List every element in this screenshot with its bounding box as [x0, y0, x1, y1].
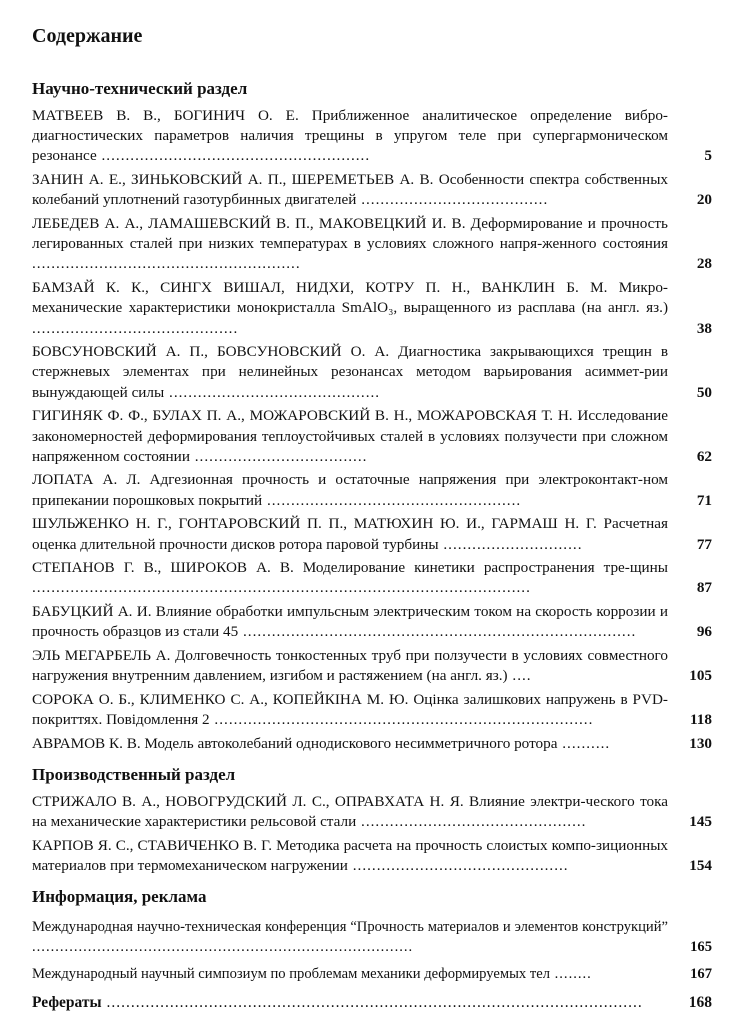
section-info — [32, 886, 712, 985]
section-scientific — [32, 78, 712, 754]
entry-page-number: 77 — [696, 535, 712, 553]
entry-page-number: 118 — [690, 711, 712, 729]
entry-page-number: 105 — [689, 667, 712, 685]
entry-text: СТРИЖАЛО В. А., НОВОГРУДСКИЙ Л. С., ОПРАВХАТА Н. Я. Влияние электри-ческого тока на механические характеристики рельсовой стали — [32, 793, 668, 831]
entry-page-number: 71 — [696, 491, 712, 509]
entry-text: БОВСУНОВСКИЙ А. П., БОВСУНОВСКИЙ О. А. Диагностика закрывающихся трещин в стержневых элементах при нелинейных резонансах методом варьирования асиммет-рии вынуждающей силы — [32, 343, 668, 401]
entry-text: Рефераты — [32, 993, 102, 1011]
entry-list — [32, 106, 712, 754]
entry-text: БАБУЦКИЙ А. И. Влияние обработки импульсным электрическим током на скорость коррозии и прочность образцов из стали 45 — [32, 603, 668, 641]
page-title: Содержание — [32, 25, 143, 47]
toc-entry[interactable]: ЭЛЬ МЕГАРБЕЛЬ А. Долговечность тонкостенных труб при ползучести в условиях совместного нагружения внутренним давлением, изгибом и растяжением (на англ. яз.) .... 105 — [32, 646, 712, 686]
toc-entry[interactable]: МАТВЕЕВ В. В., БОГИНИЧ О. Е. Приближенное аналитическое определение вибро-диагностических параметров наличия трещины в упругом теле при супергармоническом резонансе ........................................................ 5 — [32, 106, 712, 167]
toc-entry[interactable]: ЗАНИН А. Е., ЗИНЬКОВСКИЙ А. П., ШЕРЕМЕТЬЕВ А. В. Особенности спектра собственных колебаний уплотнений газотурбинных двигателей ....................................... 20 — [32, 170, 712, 210]
entry-page-number: 96 — [696, 623, 712, 641]
entry-text: ЗАНИН А. Е., ЗИНЬКОВСКИЙ А. П., ШЕРЕМЕТЬЕВ А. В. Особенности спектра собственных колебаний уплотнений газотурбинных двигателей — [32, 171, 668, 209]
entry-text: ШУЛЬЖЕНКО Н. Г., ГОНТАРОВСКИЙ П. П., МАТЮХИН Ю. И., ГАРМАШ Н. Г. Расчетная оценка длительной прочности дисков ротора паровой турбины — [32, 515, 668, 553]
toc-entry[interactable]: ШУЛЬЖЕНКО Н. Г., ГОНТАРОВСКИЙ П. П., МАТЮХИН Ю. И., ГАРМАШ Н. Г. Расчетная оценка длительной прочности дисков ротора паровой турбины ............................. 77 — [32, 514, 712, 554]
entry-page-number: 38 — [696, 319, 712, 337]
entry-text: МАТВЕЕВ В. В., БОГИНИЧ О. Е. Приближенное аналитическое определение вибро-диагностических параметров наличия трещины в упругом теле при супергармоническом резонансе — [32, 107, 668, 165]
entry-text: ЭЛЬ МЕГАРБЕЛЬ А. Долговечность тонкостенных труб при ползучести в условиях совместного нагружения внутренним давлением, изгибом и растяжением (на англ. яз.) — [32, 647, 668, 685]
entry-text: ЛЕБЕДЕВ А. А., ЛАМАШЕВСКИЙ В. П., МАКОВЕЦКИЙ И. В. Деформирование и прочность легированных сталей при низких температурах в условиях сложного напря-женного состояния — [32, 215, 668, 253]
toc-entry[interactable]: БОВСУНОВСКИЙ А. П., БОВСУНОВСКИЙ О. А. Диагностика закрывающихся трещин в стержневых элементах при нелинейных резонансах методом варьирования асиммет-рии вынуждающей силы ............................................ 50 — [32, 342, 712, 403]
toc-entry[interactable]: БАБУЦКИЙ А. И. Влияние обработки импульсным электрическим током на скорость коррозии и прочность образцов из стали 45 .................................................................................. 96 — [32, 602, 712, 642]
section-heading: Информация, реклама — [32, 887, 207, 907]
toc-entry[interactable]: ЛЕБЕДЕВ А. А., ЛАМАШЕВСКИЙ В. П., МАКОВЕЦКИЙ И. В. Деформирование и прочность легированных сталей при низких температурах в условиях сложного напря-женного состояния ........................................................ 28 — [32, 214, 712, 275]
entry-text: СТЕПАНОВ Г. В., ШИРОКОВ А. В. Моделирование кинетики распространения тре-щины — [32, 559, 668, 577]
entry-page-number: 145 — [689, 813, 712, 831]
entry-text: ГИГИНЯК Ф. Ф., БУЛАХ П. А., МОЖАРОВСКИЙ В. Н., МОЖАРОВСКАЯ Т. Н. Исследование закономерностей деформирования теплоустойчивых сталей в условиях ползучести при сложном напряженном состоянии — [32, 407, 668, 465]
entry-list — [32, 918, 712, 985]
entry-page-number: 130 — [689, 734, 712, 752]
section-production — [32, 764, 712, 876]
toc-entry[interactable]: ЛОПАТА А. Л. Адгезионная прочность и остаточные напряжения при электроконтакт-ном припекании порошковых покрытий ..................................................... 71 — [32, 470, 712, 510]
section-heading: Научно-технический раздел — [32, 79, 248, 98]
section-heading: Производственный раздел — [32, 765, 236, 785]
entry-page-number: 5 — [704, 147, 712, 165]
entry-list — [32, 792, 712, 876]
entry-text: Международная научно-техническая конференция “Прочность материалов и элементов конструкций” — [32, 919, 668, 936]
toc-entry[interactable]: СОРОКА О. Б., КЛИМЕНКО С. А., КОПЕЙКІНА М. Ю. Оцінка залишкових напружень в PVD-покриттях. Повідомлення 2 ............................................................................... 118 — [32, 690, 712, 730]
toc-entry[interactable]: СТРИЖАЛО В. А., НОВОГРУДСКИЙ Л. С., ОПРАВХАТА Н. Я. Влияние электри-ческого тока на механические характеристики рельсовой стали ............................................... 145 — [32, 792, 712, 832]
entry-page-number: 62 — [696, 447, 712, 465]
toc-entry[interactable]: ГИГИНЯК Ф. Ф., БУЛАХ П. А., МОЖАРОВСКИЙ В. Н., МОЖАРОВСКАЯ Т. Н. Исследование закономерностей деформирования теплоустойчивых сталей в условиях ползучести при сложном напряженном состоянии .................................... 62 — [32, 406, 712, 467]
entry-page-number: 87 — [696, 579, 712, 597]
entry-text: ЛОПАТА А. Л. Адгезионная прочность и остаточные напряжения при электроконтакт-ном припекании порошковых покрытий — [32, 471, 668, 509]
entry-text: КАРПОВ Я. С., СТАВИЧЕНКО В. Г. Методика расчета на прочность слоистых компо-зиционных материалов при термомеханическом нагружении — [32, 837, 668, 875]
entry-text: Международный научный симпозиум по проблемам механики деформируемых тел — [32, 966, 550, 983]
entry-page-number: 167 — [690, 966, 712, 983]
entry-text: БАМЗАЙ К. К., СИНГХ ВИШАЛ, НИДХИ, КОТРУ П. Н., ВАНКЛИН Б. М. Микро-механические характеристики монокристалла SmAlO₃, выращенного из расплава (на англ. яз.) — [32, 279, 668, 317]
entry-page-number: 20 — [696, 191, 712, 209]
toc-entry-referaty[interactable]: Рефераты .............................................................................................................. 168 — [32, 993, 712, 1011]
toc-entry[interactable]: СТЕПАНОВ Г. В., ШИРОКОВ А. В. Моделирование кинетики распространения тре-щины ........................................................................................................ 87 — [32, 558, 712, 598]
entry-text: СОРОКА О. Б., КЛИМЕНКО С. А., КОПЕЙКІНА М. Ю. Оцінка залишкових напружень в PVD-покриттях. Повідомлення 2 — [32, 690, 668, 729]
entry-text: АВРАМОВ К. В. Модель автоколебаний однодискового несимметричного ротора — [32, 734, 558, 752]
toc-entry[interactable]: Международная научно-техническая конференция “Прочность материалов и элементов конструкций” .................................................................................. 165 — [32, 918, 712, 957]
toc-entry[interactable]: АВРАМОВ К. В. Модель автоколебаний однодискового несимметричного ротора .......... 130 — [32, 734, 712, 754]
entry-page-number: 154 — [689, 857, 712, 875]
entry-page-number: 50 — [696, 383, 712, 401]
entry-page-number: 28 — [696, 255, 712, 273]
toc-entry[interactable]: КАРПОВ Я. С., СТАВИЧЕНКО В. Г. Методика расчета на прочность слоистых компо-зиционных материалов при термомеханическом нагружении ............................................. 154 — [32, 836, 712, 876]
entry-page-number: 168 — [688, 993, 712, 1011]
toc-entry[interactable]: БАМЗАЙ К. К., СИНГХ ВИШАЛ, НИДХИ, КОТРУ П. Н., ВАНКЛИН Б. М. Микро-механические характеристики монокристалла SmAlO₃, выращенного из расплава (на англ. яз.) ........................................... 38 — [32, 278, 712, 339]
toc-entry[interactable]: Международный научный симпозиум по проблемам механики деформируемых тел ........ 167 — [32, 965, 712, 985]
entry-page-number: 165 — [690, 938, 712, 955]
